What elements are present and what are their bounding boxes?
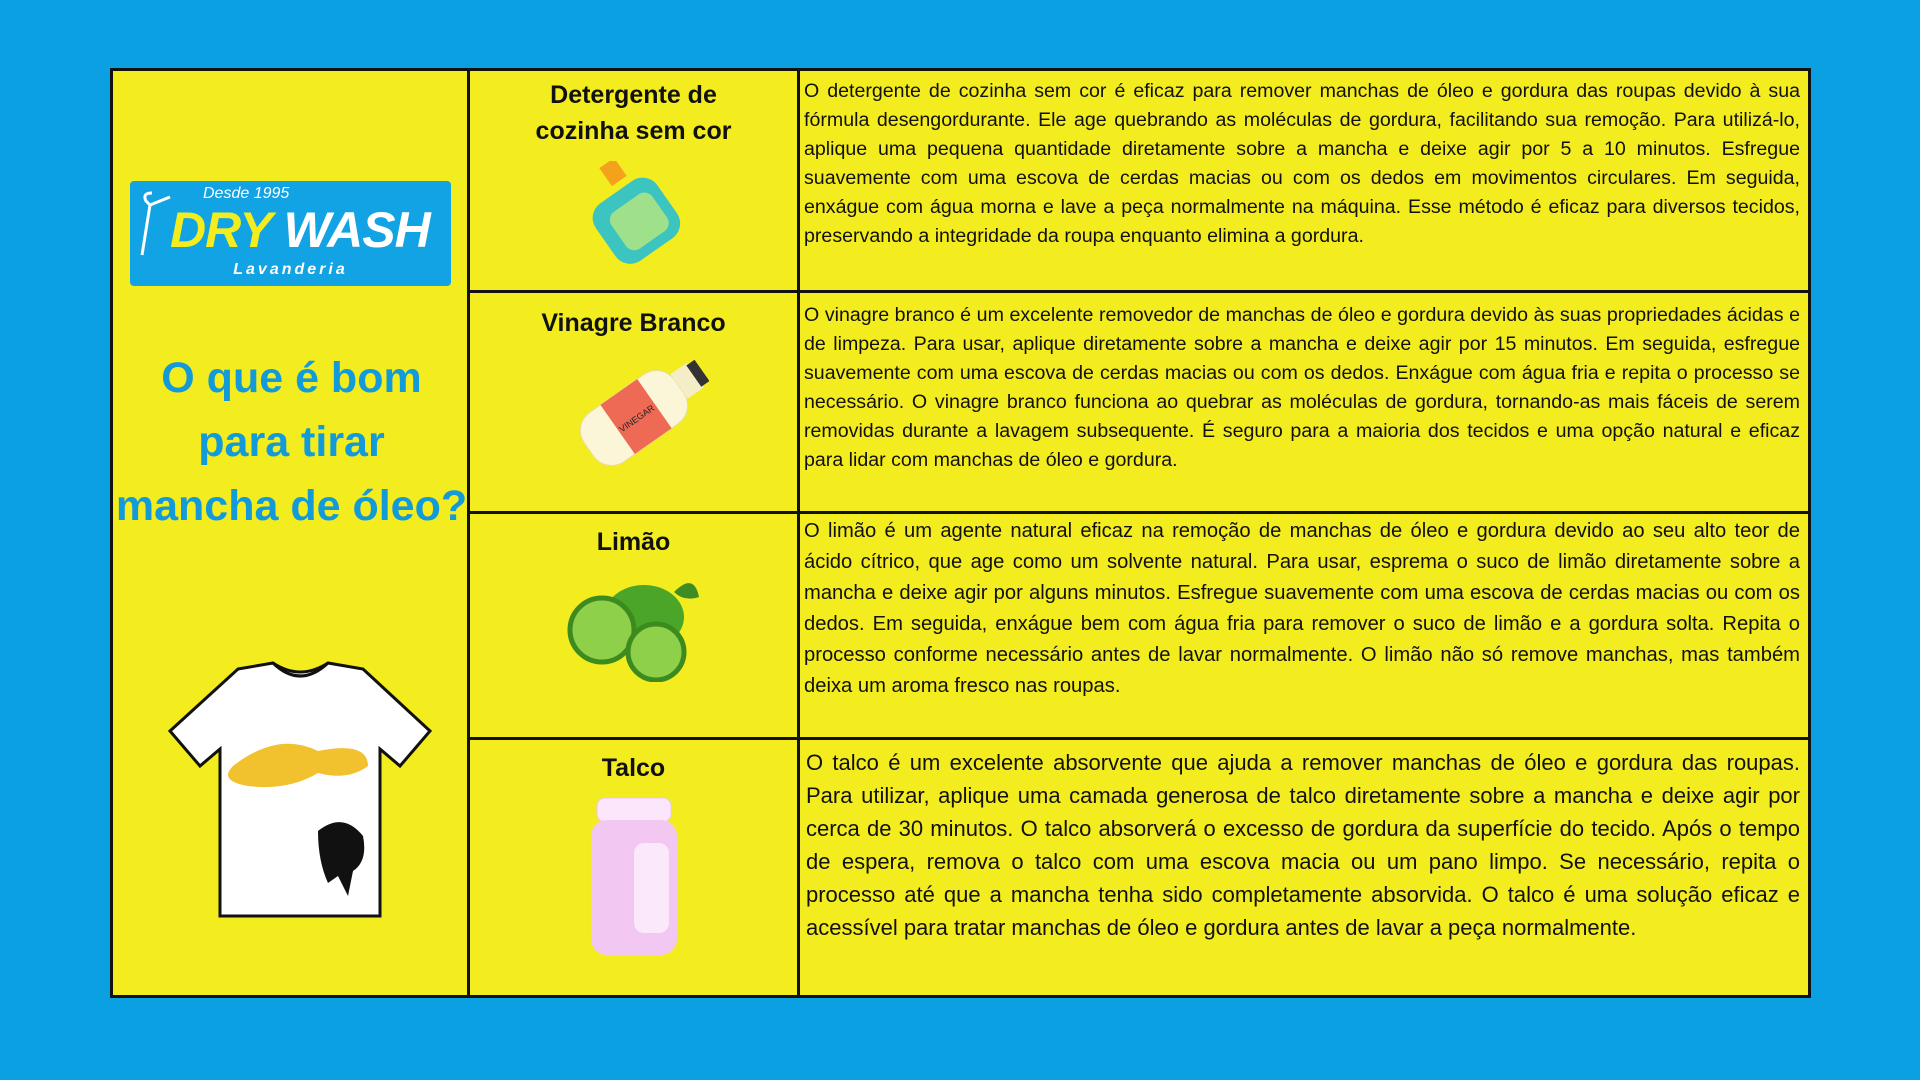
item-name: Talco xyxy=(601,754,666,782)
stained-shirt-icon xyxy=(168,661,433,921)
logo-wash: WASH xyxy=(283,202,430,258)
item-description: O vinagre branco é um excelente removedor de manchas de óleo e gordura devido às suas propriedades ácidas e de limpeza. Para usar, aplique diretamente sobre a mancha e deixe agir por 15 minutos. Em seguida, esfregue suavemente com uma escova de cerdas macias ou com os dedos. Enxágue com água fria e repita o processo se necessário. O vinagre branco funciona ao quebrar as moléculas de gordura, tornando-as mais fáceis de serem removidas durante a lavagem subsequente. É seguro para a maioria dos tecidos e uma opção natural e eficaz para lidar com manchas de óleo e gordura. xyxy=(804,304,1800,471)
lime-icon xyxy=(564,572,704,682)
item-name: Limão xyxy=(596,528,671,556)
logo-since: Desde 1995 xyxy=(203,185,290,202)
info-board xyxy=(110,68,1811,998)
item-description: O detergente de cozinha sem cor é eficaz para remover manchas de óleo e gordura das roupas devido à sua fórmula desengordurante. Ele age quebrando as moléculas de gordura, facilitando sua remoção. Para utilizá-lo, aplique uma pequena quantidade diretamente sobre a mancha e deixe agir por 5 a 10 minutos. Esfregue suavemente com uma escova de cerdas macias ou com os dedos em movimentos circulares. Em seguida, enxágue com água morna e lave a peça normalmente na máquina. Esse método é eficaz para diversos tecidos, preservando a integridade da roupa enquanto elimina a gordura. xyxy=(804,80,1800,247)
name-cell xyxy=(470,293,800,511)
talc-bottle-icon xyxy=(589,798,679,958)
name-cell xyxy=(470,71,800,290)
dry-wash-logo xyxy=(130,181,451,286)
page-title: O que é bom para tirar mancha de óleo? xyxy=(115,354,468,530)
vinegar-label: VINEGAR xyxy=(616,402,656,435)
item-description: O limão é um agente natural eficaz na remoção de manchas de óleo e gordura devido ao seu alto teor de ácido cítrico, que age como um solvente natural. Para usar, esprema o suco de limão diretamente sobre a mancha e deixe agir por alguns minutos. Esfregue suavemente com uma escova de cerdas macias ou com os dedos. Em seguida, enxágue bem com água fria para remover o suco de limão e a gordura solta. Repita o processo conforme necessário antes de lavar normalmente. O limão não só remove manchas, mas também deixa um aroma fresco nas roupas. xyxy=(804,520,1800,697)
remedies-table xyxy=(470,71,1808,995)
dish-soap-bottle-icon xyxy=(579,161,689,266)
table-row xyxy=(470,514,1808,740)
vinegar-bottle-icon xyxy=(559,353,709,478)
item-name: Detergente de cozinha sem cor xyxy=(535,81,732,145)
table-row xyxy=(470,71,1808,293)
logo-subtitle: Lavanderia xyxy=(233,261,348,278)
item-description: O talco é um excelente absorvente que ajuda a remover manchas de óleo e gordura das roupas. Para utilizar, aplique uma camada generosa de talco diretamente sobre a mancha e deixe agir por cerca de 30 minutos. O talco absorverá o excesso de gordura da superfície do tecido. Após o tempo de espera, remova o talco com uma escova macia ou um pano limpo. Se necessário, repita o processo até que a mancha tenha sido completamente absorvida. O talco é uma solução eficaz e acessível para tratar manchas de óleo e gordura antes de lavar a peça normalmente. xyxy=(806,750,1800,940)
logo-dry: DRY xyxy=(170,202,271,258)
hanger-icon xyxy=(138,189,172,259)
item-name: Vinagre Branco xyxy=(541,309,726,337)
left-panel xyxy=(113,71,470,995)
table-row xyxy=(470,293,1808,514)
logo-brand xyxy=(170,204,430,256)
table-row xyxy=(470,740,1808,995)
name-cell xyxy=(470,514,800,737)
name-cell xyxy=(470,740,800,995)
